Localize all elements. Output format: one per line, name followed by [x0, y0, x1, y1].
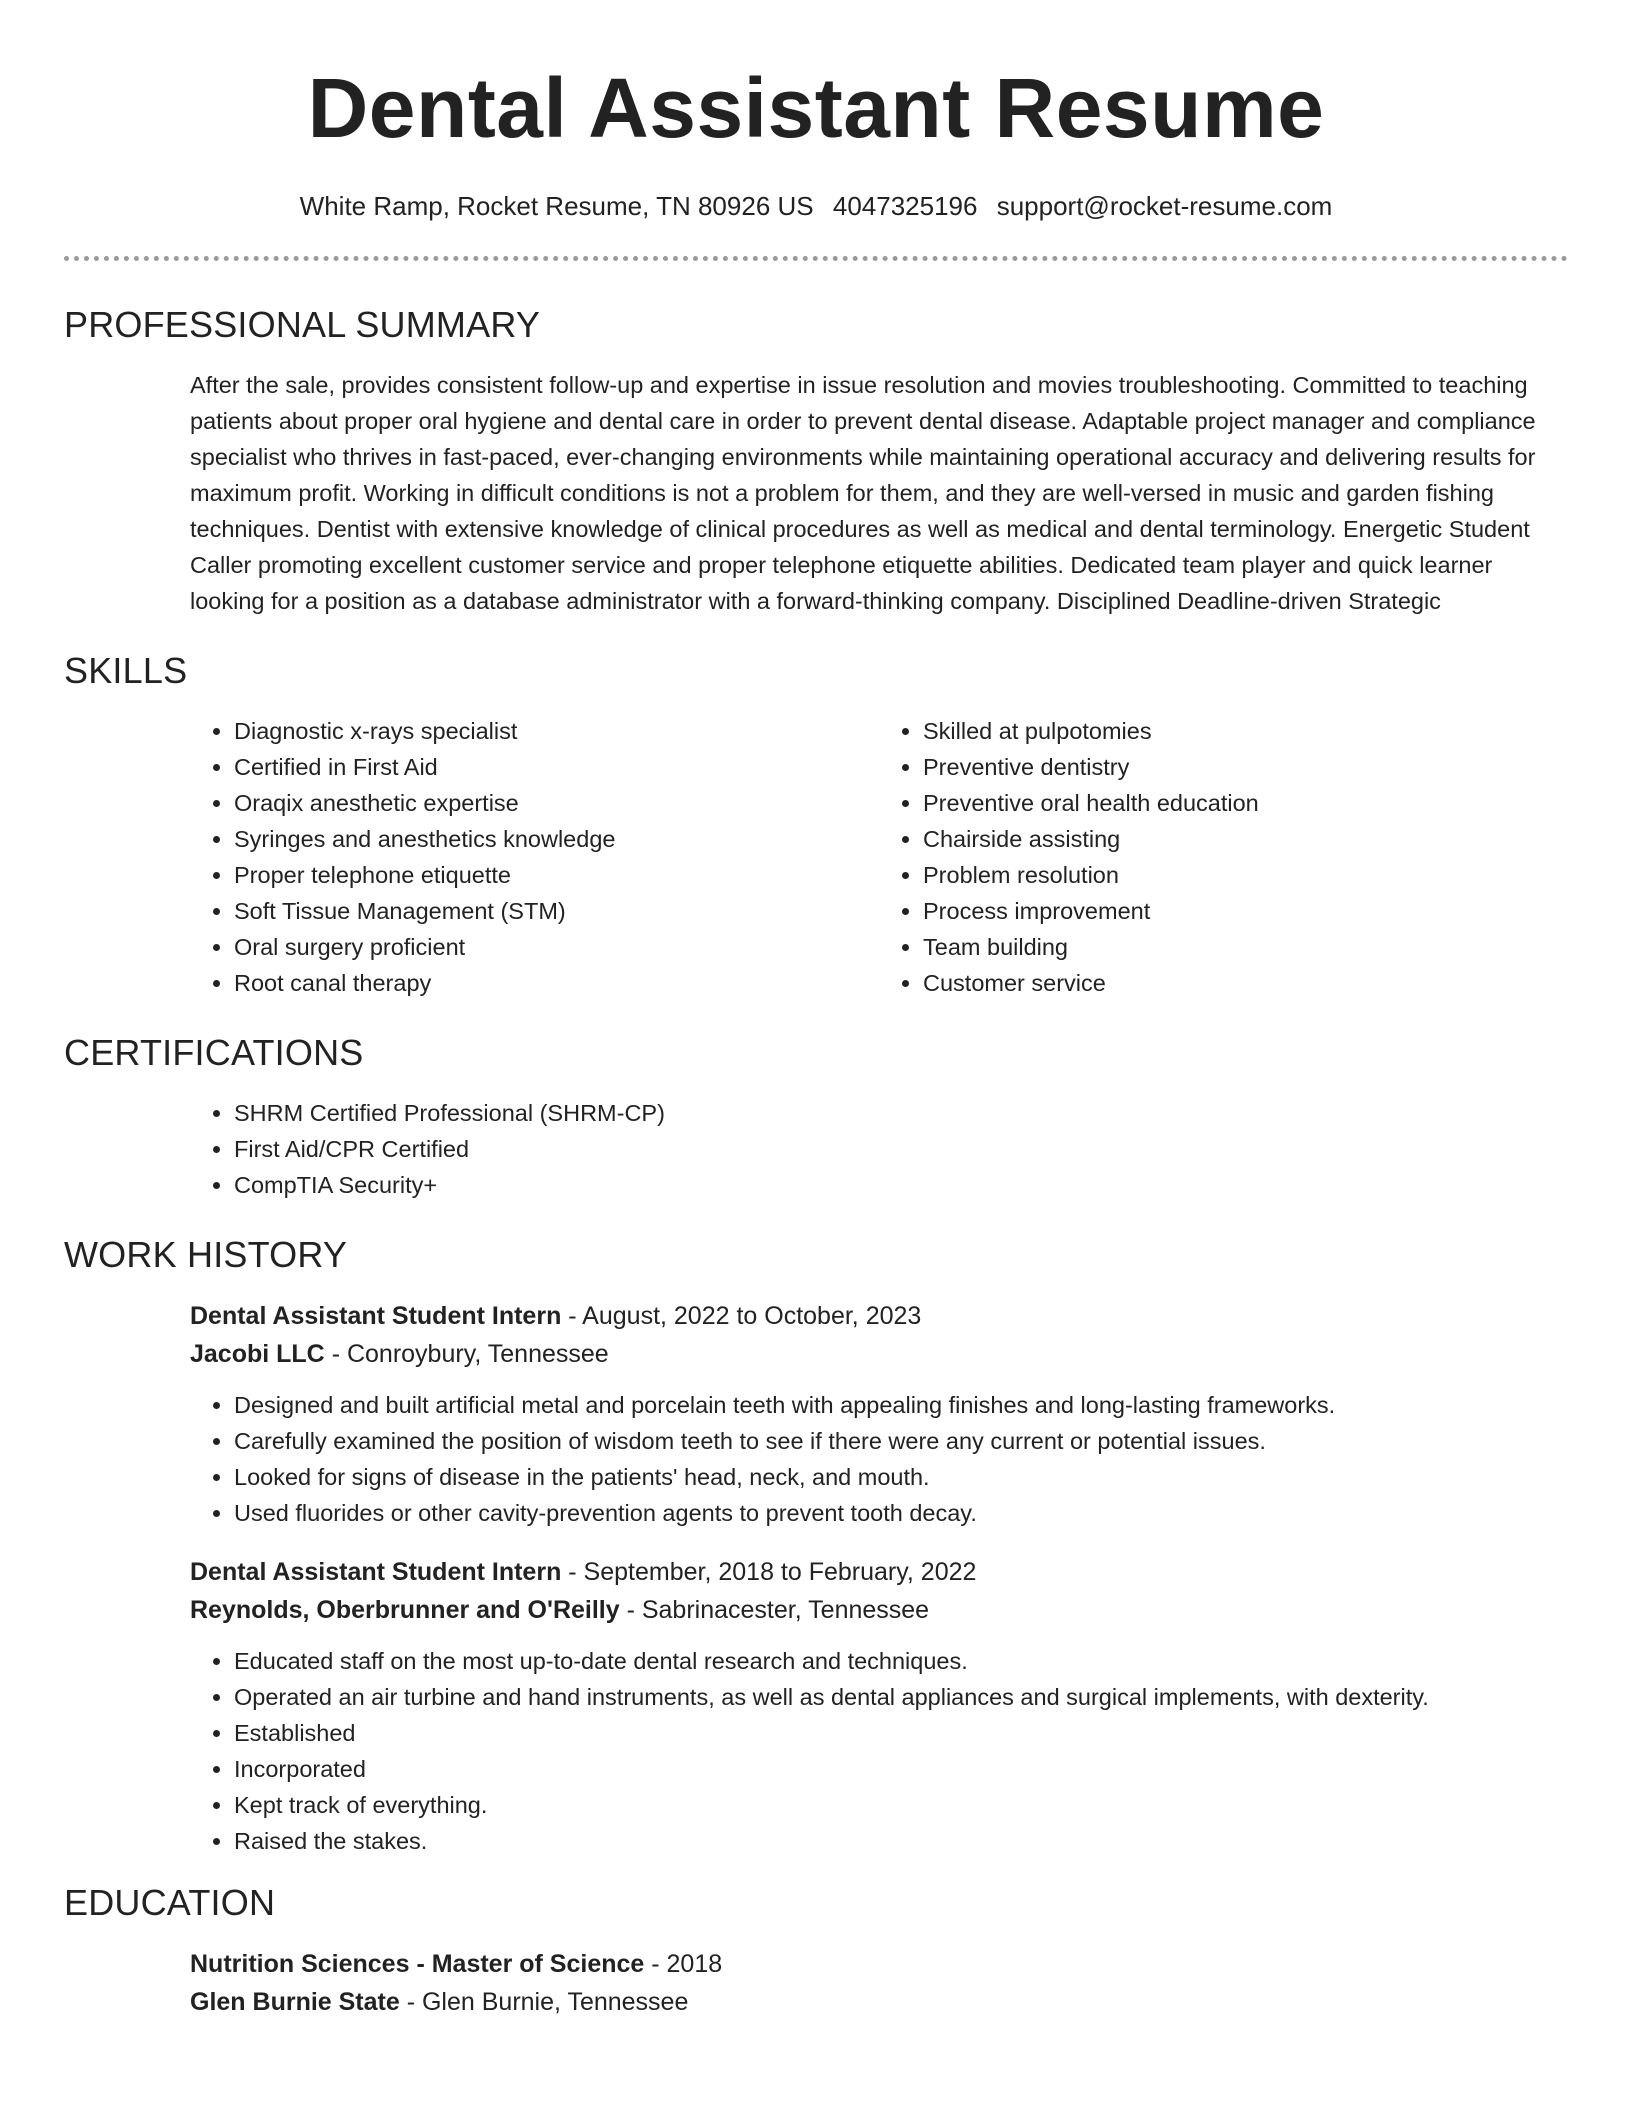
- section-skills: [64, 649, 1568, 1001]
- job-title-line: [190, 1553, 1568, 1591]
- header-divider: [64, 256, 1568, 261]
- education-body: [190, 1945, 1568, 2021]
- job-dates: - September, 2018 to February, 2022: [561, 1558, 977, 1586]
- education-school-line: [190, 1983, 1568, 2021]
- job-title: Dental Assistant Student Intern: [190, 1302, 562, 1330]
- job-bullets: [190, 1643, 1568, 1859]
- list-item: • Carefully examined the position of wisdom teeth to see if there were any current or potential issues.: [234, 1423, 1568, 1459]
- job-location: - Conroybury, Tennessee: [324, 1340, 609, 1368]
- list-item: • Oraqix anesthetic expertise: [234, 785, 879, 821]
- contact-address: White Ramp, Rocket Resume, TN 80926 US: [299, 191, 814, 221]
- certifications-body: [190, 1095, 1568, 1203]
- list-item: • Established: [234, 1715, 1568, 1751]
- list-item: • Incorporated: [234, 1751, 1568, 1787]
- list-item: • Looked for signs of disease in the patients' head, neck, and mouth.: [234, 1459, 1568, 1495]
- section-work-history: [64, 1233, 1568, 1859]
- work-body: [190, 1297, 1568, 1859]
- job-company: Reynolds, Oberbrunner and O'Reilly: [190, 1596, 620, 1624]
- education-heading: EDUCATION: [64, 1882, 276, 1923]
- list-item: • Raised the stakes.: [234, 1823, 1568, 1859]
- skills-left-column: [190, 713, 879, 1001]
- list-item: • Kept track of everything.: [234, 1787, 1568, 1823]
- list-item: • Educated staff on the most up-to-date dental research and techniques.: [234, 1643, 1568, 1679]
- list-item: • First Aid/CPR Certified: [234, 1131, 1568, 1167]
- list-item: • SHRM Certified Professional (SHRM-CP): [234, 1095, 1568, 1131]
- education-location: - Glen Burnie, Tennessee: [399, 1988, 689, 2016]
- education-year: - 2018: [644, 1950, 723, 1978]
- list-item: • Problem resolution: [923, 857, 1568, 893]
- certifications-list: [190, 1095, 1568, 1203]
- section-certifications: [64, 1031, 1568, 1203]
- job-entry: [190, 1297, 1568, 1531]
- contact-line: [64, 190, 1568, 222]
- list-item: • Process improvement: [923, 893, 1568, 929]
- list-item: • CompTIA Security+: [234, 1167, 1568, 1203]
- summary-heading: PROFESSIONAL SUMMARY: [64, 304, 541, 345]
- education-school: Glen Burnie State: [190, 1988, 400, 2016]
- list-item: • Team building: [923, 929, 1568, 965]
- list-item: • Used fluorides or other cavity-prevention agents to prevent tooth decay.: [234, 1495, 1568, 1531]
- job-title-line: [190, 1297, 1568, 1335]
- job-title: Dental Assistant Student Intern: [190, 1558, 562, 1586]
- list-item: • Customer service: [923, 965, 1568, 1001]
- contact-phone: 4047325196: [832, 191, 978, 221]
- job-bullets: [190, 1387, 1568, 1531]
- list-item: • Chairside assisting: [923, 821, 1568, 857]
- job-location: - Sabrinacester, Tennessee: [619, 1596, 930, 1624]
- list-item: • Proper telephone etiquette: [234, 857, 879, 893]
- resume-title: Dental Assistant Resume: [307, 61, 1325, 155]
- list-item: • Soft Tissue Management (STM): [234, 893, 879, 929]
- job-dates: - August, 2022 to October, 2023: [561, 1302, 922, 1330]
- list-item: • Oral surgery proficient: [234, 929, 879, 965]
- list-item: • Operated an air turbine and hand instruments, as well as dental appliances and surgical implements, with dexterity.: [234, 1679, 1568, 1715]
- list-item: • Diagnostic x-rays specialist: [234, 713, 879, 749]
- summary-body: [190, 367, 1568, 619]
- section-education: [64, 1881, 1568, 2021]
- list-item: • Root canal therapy: [234, 965, 879, 1001]
- list-item: • Syringes and anesthetics knowledge: [234, 821, 879, 857]
- certifications-heading: CERTIFICATIONS: [64, 1032, 364, 1073]
- list-item: • Designed and built artificial metal and porcelain teeth with appealing finishes and long-lasting frameworks.: [234, 1387, 1568, 1423]
- list-item: • Preventive dentistry: [923, 749, 1568, 785]
- skills-right-column: [879, 713, 1568, 1001]
- summary-text: After the sale, provides consistent follow-up and expertise in issue resolution and movies troubleshooting. Committed to teaching patients about proper oral hygiene and dental care in order to prevent dental disease. Adaptable project manager and compliance specialist who thrives in fast-paced, ever-changing environments while maintaining operational accuracy and delivering results for maximum profit. Working in difficult conditions is not a problem for them, and they are well-versed in music and garden fishing techniques. Dentist with extensive knowledge of clinical procedures as well as medical and dental terminology. Energetic Student Caller promoting excellent customer service and proper telephone etiquette abilities. Dedicated team player and quick learner looking for a position as a database administrator with a forward-thinking company. Disciplined Deadline-driven Strategic: [190, 372, 1536, 614]
- job-company-line: [190, 1591, 1568, 1629]
- section-summary: [64, 303, 1568, 619]
- job-company: Jacobi LLC: [190, 1340, 325, 1368]
- job-entry: [190, 1553, 1568, 1859]
- list-item: • Skilled at pulpotomies: [923, 713, 1568, 749]
- contact-email: support@rocket-resume.com: [996, 191, 1333, 221]
- job-company-line: [190, 1335, 1568, 1373]
- work-heading: WORK HISTORY: [64, 1234, 348, 1275]
- list-item: • Certified in First Aid: [234, 749, 879, 785]
- education-degree-line: [190, 1945, 1568, 1983]
- list-item: • Preventive oral health education: [923, 785, 1568, 821]
- education-degree: Nutrition Sciences - Master of Science: [190, 1950, 645, 1978]
- skills-heading: SKILLS: [64, 650, 188, 691]
- skills-list: [190, 713, 1568, 1001]
